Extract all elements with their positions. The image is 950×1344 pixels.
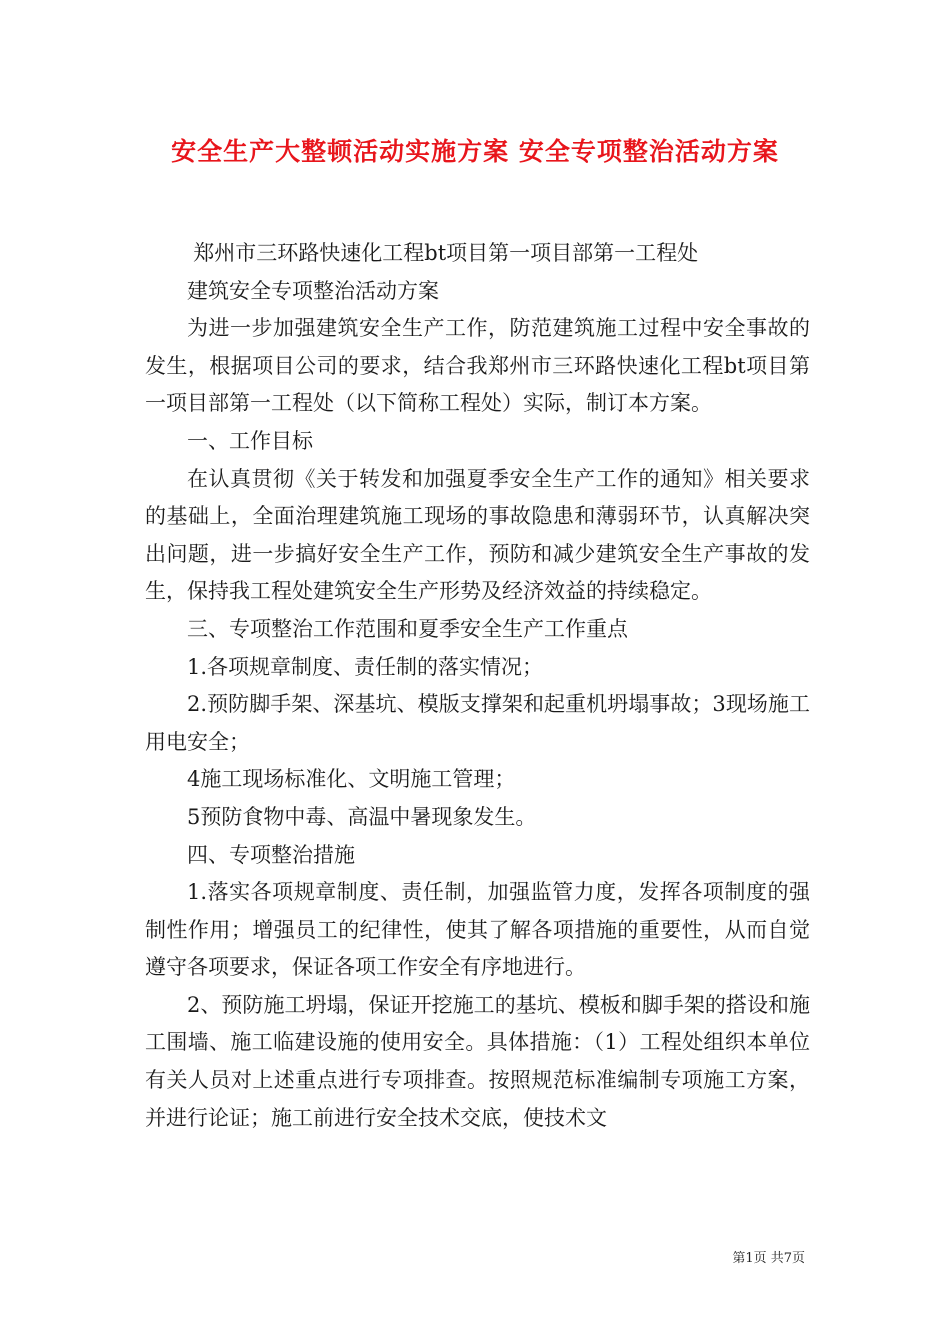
scope-item-2: 2.预防脚手架、深基坑、模版支撑架和起重机坍塌事故；3现场施工用电安全； [145, 692, 810, 754]
goal-paragraph: 在认真贯彻《关于转发和加强夏季安全生产工作的通知》相关要求的基础上，全面治理建筑施工现场的事故隐患和薄弱环节，认真解决突出问题，进一步搞好安全生产工作，预防和减少建筑安全生产事故的发生，保持我工程处建筑安全生产形势及经济效益的持续稳定。 [145, 466, 810, 604]
measure-item-1: 1.落实各项规章制度、责任制，加强监管力度，发挥各项制度的强制性作用；增强员工的纪律性，使其了解各项措施的重要性，从而自觉遵守各项要求，保证各项工作安全有序地进行。 [145, 880, 810, 980]
scope-item-4: 4施工现场标准化、文明施工管理； [187, 767, 516, 792]
project-name-line: 郑州市三环路快速化工程bt项目第一项目部第一工程处 [193, 241, 699, 265]
page-number: 第1页 共7页 [732, 1251, 805, 1266]
section-heading-goal: 一、工作目标 [187, 428, 313, 453]
section-heading-scope: 三、专项整治工作范围和夏季安全生产工作重点 [187, 616, 628, 641]
scope-item-1: 1.各项规章制度、责任制的落实情况； [187, 654, 544, 679]
plan-subtitle: 建筑安全专项整治活动方案 [187, 278, 439, 303]
document-body [145, 235, 810, 1137]
document-title: 安全生产大整顿活动实施方案 安全专项整治活动方案 [171, 137, 779, 166]
section-heading-measures: 四、专项整治措施 [187, 842, 355, 867]
intro-paragraph: 为进一步加强建筑安全生产工作，防范建筑施工过程中安全事故的发生，根据项目公司的要求，结合我郑州市三环路快速化工程bt项目第一项目部第一工程处（以下简称工程处）实际，制订本方案。 [145, 316, 810, 416]
measure-item-2: 2、预防施工坍塌，保证开挖施工的基坑、模板和脚手架的搭设和施工围墙、施工临建设施的使用安全。具体措施：（1）工程处组织本单位有关人员对上述重点进行专项排查。按照规范标准编制专项施工方案，并进行论证；施工前进行安全技术交底，使技术文 [145, 992, 810, 1130]
scope-item-5: 5预防食物中毒、高温中暑现象发生。 [187, 804, 537, 829]
